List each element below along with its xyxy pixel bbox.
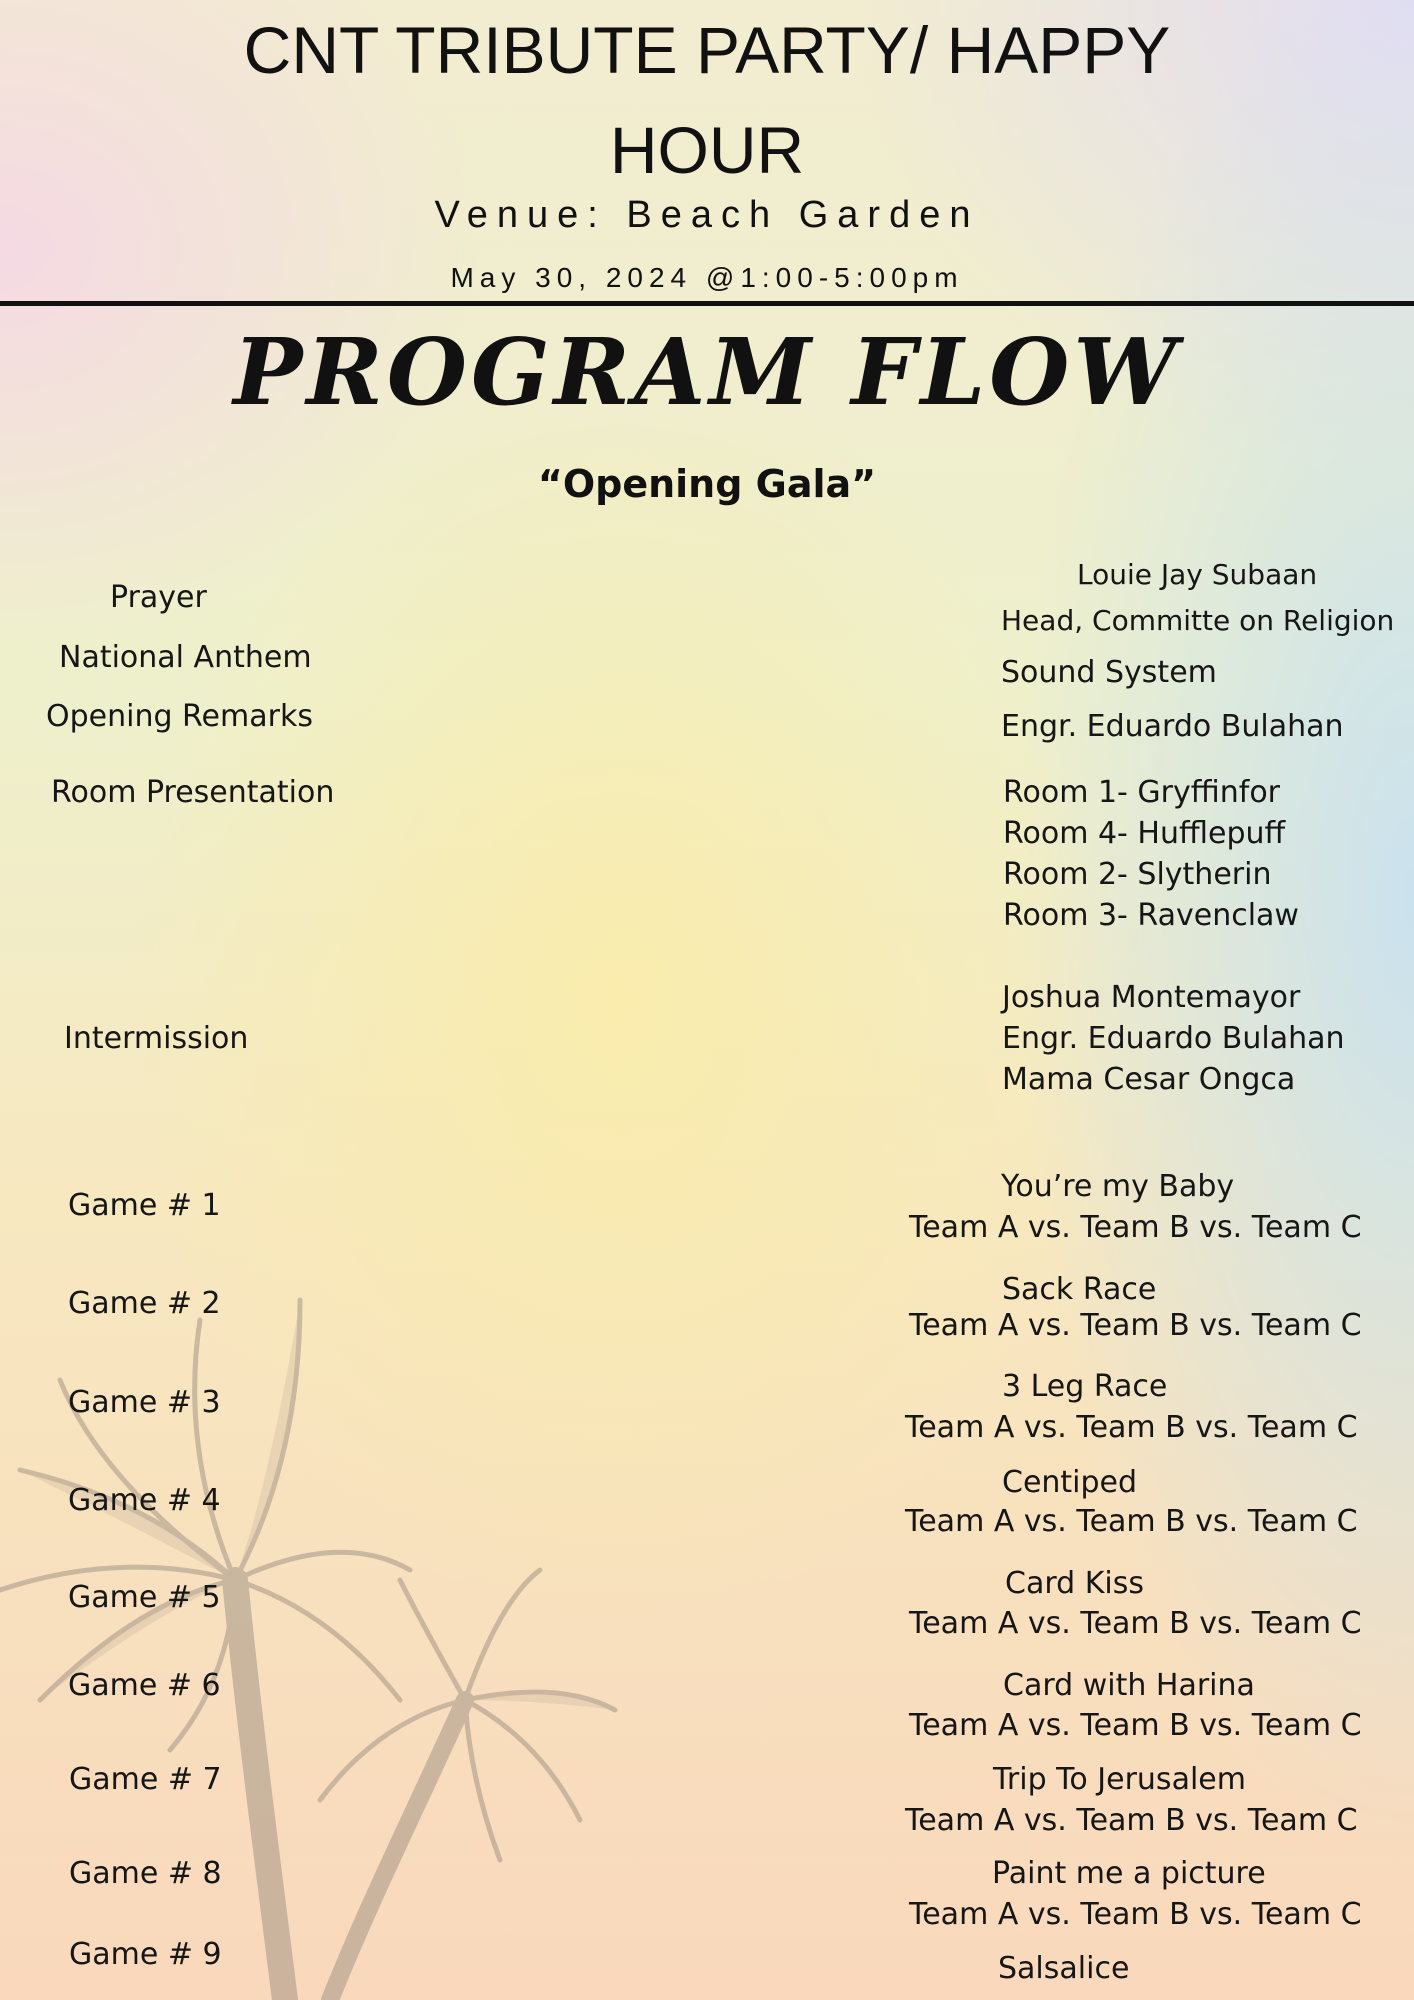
program-item-label: Game # 7 (69, 1762, 222, 1797)
program-item-label: Game # 8 (69, 1856, 222, 1891)
program-item-detail: Room 3- Ravenclaw (1003, 898, 1299, 933)
venue: Venue: Beach Garden (434, 194, 980, 236)
program-item-label: Game # 2 (68, 1286, 221, 1321)
program-item-label: Opening Remarks (46, 699, 313, 734)
program-item-detail: Salsalice (998, 1951, 1130, 1986)
event-date: May 30, 2024 @1:00-5:00pm (450, 262, 964, 293)
program-item-detail: Joshua Montemayor (1002, 980, 1301, 1015)
program-item-label: Game # 5 (68, 1580, 221, 1615)
program-item-label: Intermission (64, 1021, 249, 1056)
program-item-detail: Team A vs. Team B vs. Team C (905, 1410, 1358, 1445)
program-item-detail: Team A vs. Team B vs. Team C (909, 1897, 1362, 1932)
program-item-detail: Card Kiss (1005, 1566, 1144, 1601)
title-line-2: HOUR (609, 113, 805, 187)
program-item-label: Prayer (110, 580, 207, 615)
program-item-detail: Team A vs. Team B vs. Team C (909, 1606, 1362, 1641)
program-item-label: Game # 9 (69, 1937, 222, 1972)
program-item-detail: Team A vs. Team B vs. Team C (909, 1308, 1362, 1343)
program-item-detail: Trip To Jerusalem (993, 1762, 1246, 1797)
program-item-detail: Paint me a picture (992, 1856, 1266, 1891)
program-item-label: Game # 4 (68, 1483, 221, 1518)
program-item-detail: Team A vs. Team B vs. Team C (905, 1504, 1358, 1539)
program-item-label: Room Presentation (51, 775, 335, 810)
program-item-label: Game # 3 (68, 1385, 221, 1420)
program-item-detail: Team A vs. Team B vs. Team C (909, 1708, 1362, 1743)
program-item-detail: Team A vs. Team B vs. Team C (905, 1803, 1358, 1838)
program-item-detail: Engr. Eduardo Bulahan (1002, 1021, 1345, 1056)
program-subtitle: “Opening Gala” (537, 462, 877, 506)
program-item-detail: You’re my Baby (1001, 1169, 1235, 1204)
program-item-detail: Engr. Eduardo Bulahan (1001, 709, 1344, 744)
program-item-detail: 3 Leg Race (1002, 1369, 1168, 1404)
program-item-detail: Room 2- Slytherin (1003, 857, 1272, 892)
program-item-detail: Louie Jay Subaan (1077, 558, 1318, 591)
program-item-detail: Room 1- Gryffinfor (1003, 775, 1281, 810)
program-item-detail: Room 4- Hufflepuff (1003, 816, 1286, 851)
program-item-detail: Mama Cesar Ongca (1002, 1062, 1296, 1097)
program-item-label: Game # 1 (68, 1188, 221, 1223)
program-item-label: National Anthem (59, 640, 312, 675)
program-item-detail: Centiped (1002, 1465, 1138, 1500)
program-item-detail: Sack Race (1002, 1272, 1157, 1307)
program-heading: PROGRAM FLOW (233, 318, 1181, 426)
program-item-detail: Card with Harina (1003, 1668, 1255, 1703)
title-line-1: CNT TRIBUTE PARTY/ HAPPY (243, 13, 1171, 87)
program-item-detail: Sound System (1001, 655, 1217, 690)
program-item-label: Game # 6 (68, 1668, 221, 1703)
divider (0, 301, 1414, 306)
program-item-detail: Head, Committe on Religion (1001, 604, 1395, 637)
program-item-detail: Team A vs. Team B vs. Team C (909, 1210, 1362, 1245)
